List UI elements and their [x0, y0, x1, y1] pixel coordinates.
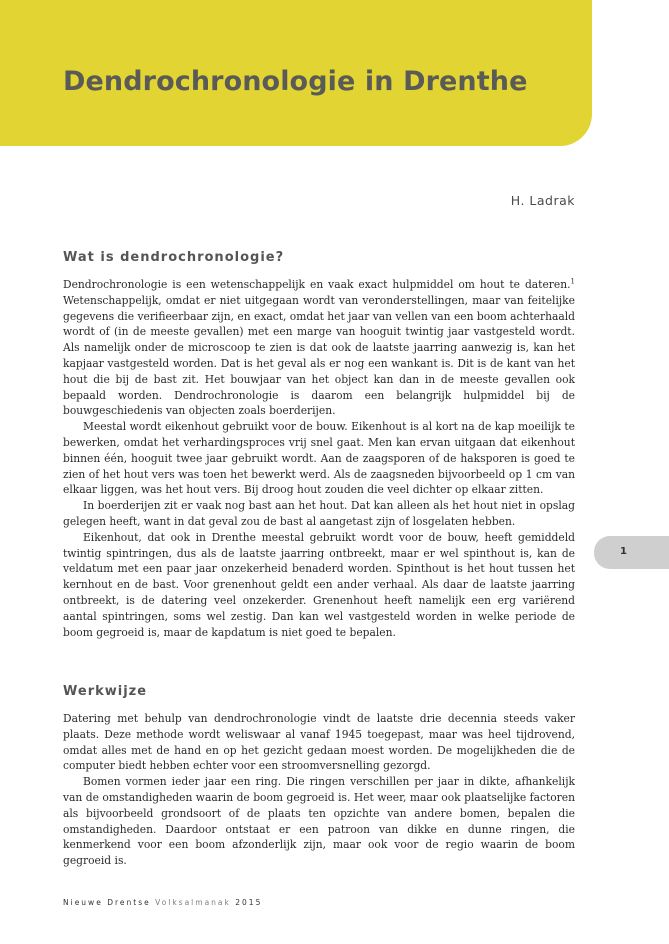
footnote-marker[interactable]: 1: [570, 277, 575, 286]
paragraph: Bomen vormen ieder jaar een ring. Die ringen verschillen per jaar in dikte, afhankelijk van de omstandigheden waarin de boom gegroeid is. Het weer, maar ook plaatselijke factoren als bijvoorbeeld grondsoort of de plaats ten opzichte van andere bomen, bepalen die omstandigheden. Daardoor ontstaat er een patroon van dikke en dunne ringen, die kenmerkend voor een boom afzonderlijk zijn, maar ook voor de regio waarin de boom gegroeid is.: [63, 775, 575, 868]
section-body-wat-is: [63, 277, 575, 640]
running-footer: [63, 898, 262, 907]
paragraph: Eikenhout, dat ook in Drenthe meestal gebruikt wordt voor de bouw, heeft gemiddeld twintig spintringen, dus als de laatste jaarring ontbreekt, maar er wel spinthout is, kan de veldatum met een paar jaar onzekerheid benaderd worden. Spinthout is het hout tussen het kernhout en de bast. Voor grenenhout geldt een ander verhaal. Als daar de laatste jaarring ontbreekt, is de datering veel onzekerder. Grenenhout heeft namelijk een erg variërend aantal spintringen, soms wel zestig. Dan kan wel vastgesteld worden in welke periode de boom gegroeid is, maar de kapdatum is niet goed te bepalen.: [63, 530, 575, 639]
author-name: H. Ladrak: [510, 193, 575, 208]
paragraph: Meestal wordt eikenhout gebruikt voor de bouw. Eikenhout is al kort na de kap moeilijk te bewerken, omdat het verhardingsproces vrij snel gaat. Men kan ervan uitgaan dat eikenhout binnen één, hooguit twee jaar gebruikt wordt. Aan de zaagsporen of de haksporen is goed te zien of het hout vers was toen het bewerkt werd. Als de zaagsneden bijvoorbeeld op 1 cm van elkaar liggen, was het hout vers. Bij droog hout zouden die veel dichter op elkaar zitten.: [63, 420, 575, 497]
footer-year: 2015: [235, 898, 263, 907]
paragraph: In boerderijen zit er vaak nog bast aan het hout. Dat kan alleen als het hout niet in opslag gelegen heeft, want in dat geval zou de bast al aangetast zijn of losgelaten hebben.: [63, 499, 575, 528]
paragraph-text: Wetenschappelijk, omdat er niet uitgegaan wordt van veronderstellingen, maar van feitelijke gegevens die verifieerbaar zijn, en exact, omdat het jaar van vellen van een boom achterhaald wordt of (in de meeste gevallen) met een marge van hooguit twintig jaar vastgesteld wordt. Als namelijk onder de microscoop te zien is dat ook de laatste jaarring aanwezig is, kan het kapjaar vastgesteld worden. Dat is het geval als er nog een wankant is. Dit is de kant van het hout die bij de bast zit. Het bouwjaar van het object kan dan in de meeste gevallen ook bepaald worden. Dendrochronologie is daarom een belangrijk hulpmiddel bij de bouwgeschiedenis van objecten zoals boerderijen.: [63, 293, 575, 418]
section-body-werkwijze: [63, 711, 575, 869]
page-title: Dendrochronologie in Drenthe: [63, 66, 528, 97]
page-tab: [594, 536, 669, 569]
footer-publication: Nieuwe Drentse: [63, 898, 151, 907]
section-heading-wat-is: Wat is dendrochronologie?: [63, 250, 285, 265]
page-number: 1: [620, 546, 627, 557]
paragraph: Datering met behulp van dendrochronologie vindt de laatste drie decennia steeds vaker plaats. Deze methode wordt weliswaar al vanaf 1945 toegepast, maar was heel tijdrovend, omdat alles met de hand en op het gezicht gedaan moest worden. De mogelijkheden die de computer biedt hebben echter voor een stroomversnelling gezorgd.: [63, 712, 575, 773]
footer-almanak: Volksalmanak: [155, 898, 231, 907]
paragraph: [63, 277, 575, 419]
paragraph-text: Dendrochronologie is een wetenschappelijk en vaak exact hulpmiddel om hout te dateren.: [63, 278, 571, 291]
section-heading-werkwijze: Werkwijze: [63, 684, 148, 699]
